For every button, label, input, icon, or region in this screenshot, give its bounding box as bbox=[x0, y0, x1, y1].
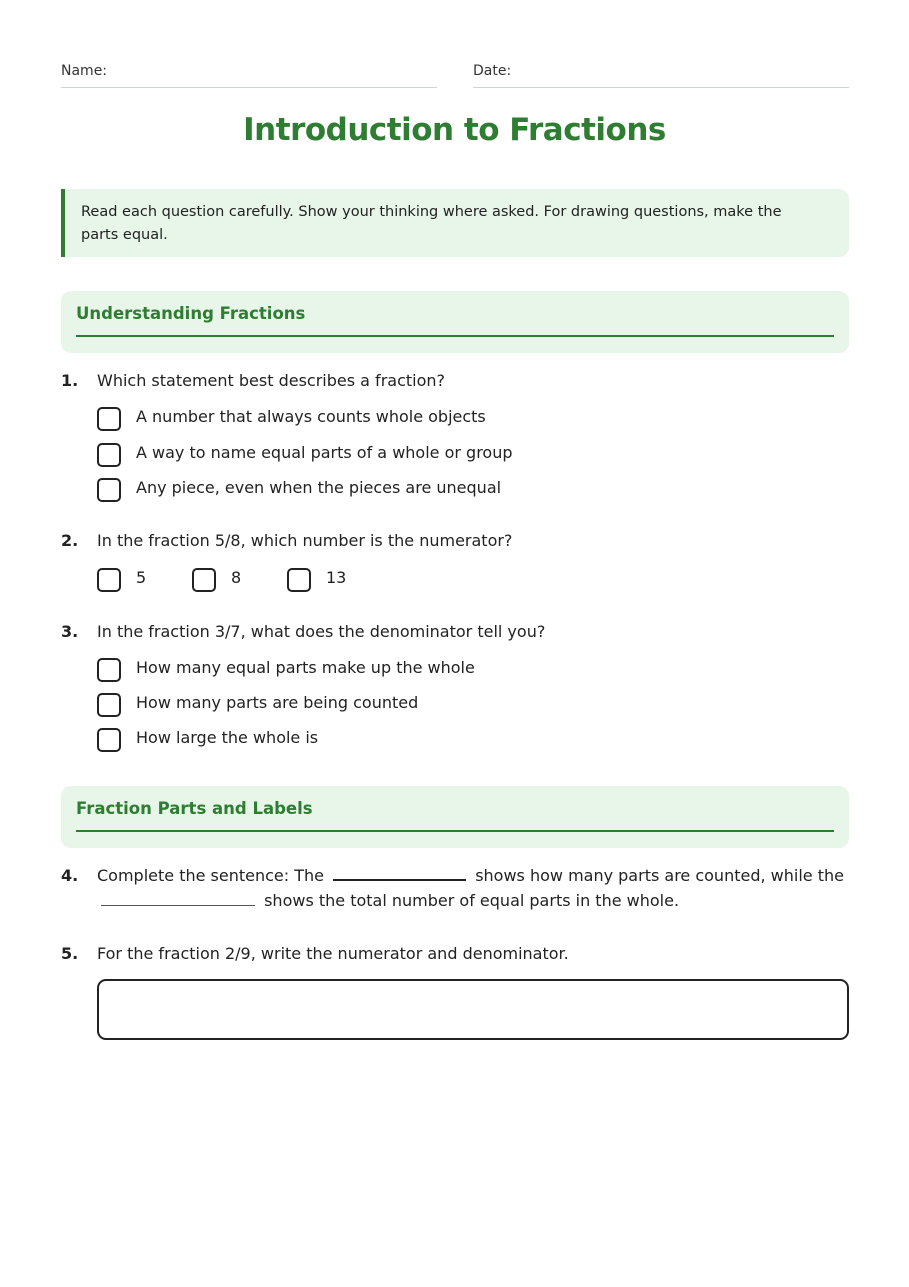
date-field[interactable] bbox=[473, 60, 849, 88]
question-text: For the fraction 2/9, write the numerator and denominator. bbox=[97, 944, 569, 963]
checkbox[interactable] bbox=[192, 568, 216, 592]
checkbox[interactable] bbox=[97, 443, 121, 467]
checkbox[interactable] bbox=[97, 407, 121, 431]
answer-box[interactable] bbox=[97, 979, 849, 1040]
option-label: How many parts are being counted bbox=[136, 693, 419, 712]
question-text: In the fraction 3/7, what does the denominator tell you? bbox=[97, 622, 546, 641]
date-label: Date: bbox=[473, 63, 512, 79]
checkbox[interactable] bbox=[97, 658, 121, 682]
name-label: Name: bbox=[61, 63, 108, 79]
section-rule bbox=[76, 830, 834, 832]
question-text: Which statement best describes a fraction? bbox=[97, 371, 446, 390]
option-label: How many equal parts make up the whole bbox=[136, 658, 475, 677]
question-text: In the fraction 5/8, which number is the numerator? bbox=[97, 531, 513, 550]
checkbox[interactable] bbox=[97, 728, 121, 752]
instructions-box bbox=[61, 189, 849, 257]
option-label: 5 bbox=[136, 568, 147, 587]
option-label: 13 bbox=[326, 568, 347, 587]
name-field[interactable] bbox=[61, 60, 437, 88]
question-number: 4. bbox=[61, 866, 79, 885]
checkbox[interactable] bbox=[287, 568, 311, 592]
fill-in-blank-numerator[interactable] bbox=[333, 865, 466, 881]
section-title: Fraction Parts and Labels bbox=[76, 799, 313, 818]
section-header-fraction-parts bbox=[61, 786, 849, 848]
header-fields bbox=[61, 60, 849, 88]
question-number: 2. bbox=[61, 531, 79, 550]
option-label: How large the whole is bbox=[136, 728, 319, 747]
checkbox[interactable] bbox=[97, 478, 121, 502]
worksheet-title: Introduction to Fractions bbox=[243, 112, 666, 148]
option-label: 8 bbox=[231, 568, 242, 587]
checkbox[interactable] bbox=[97, 693, 121, 717]
question-number: 1. bbox=[61, 371, 79, 390]
fill-in-blank-denominator[interactable] bbox=[101, 891, 255, 906]
question-number: 5. bbox=[61, 944, 79, 963]
question-number: 3. bbox=[61, 622, 79, 641]
option-label: A way to name equal parts of a whole or group bbox=[136, 443, 513, 462]
option-label: Any piece, even when the pieces are unequal bbox=[136, 478, 502, 497]
q4-line-2 bbox=[97, 888, 849, 913]
q4-line-1 bbox=[97, 863, 849, 888]
section-rule bbox=[76, 335, 834, 337]
section-title: Understanding Fractions bbox=[76, 304, 306, 323]
q4-text-part1: Complete the sentence: The bbox=[97, 866, 324, 885]
q4-text-part2: shows how many parts are counted, while the bbox=[475, 866, 844, 885]
section-header-understanding bbox=[61, 291, 849, 353]
checkbox[interactable] bbox=[97, 568, 121, 592]
q4-text-part3: shows the total number of equal parts in the whole. bbox=[264, 891, 680, 910]
instructions-text: Read each question carefully. Show your thinking where asked. For drawing questions, make the parts equal. bbox=[81, 204, 782, 243]
option-label: A number that always counts whole objects bbox=[136, 407, 486, 426]
